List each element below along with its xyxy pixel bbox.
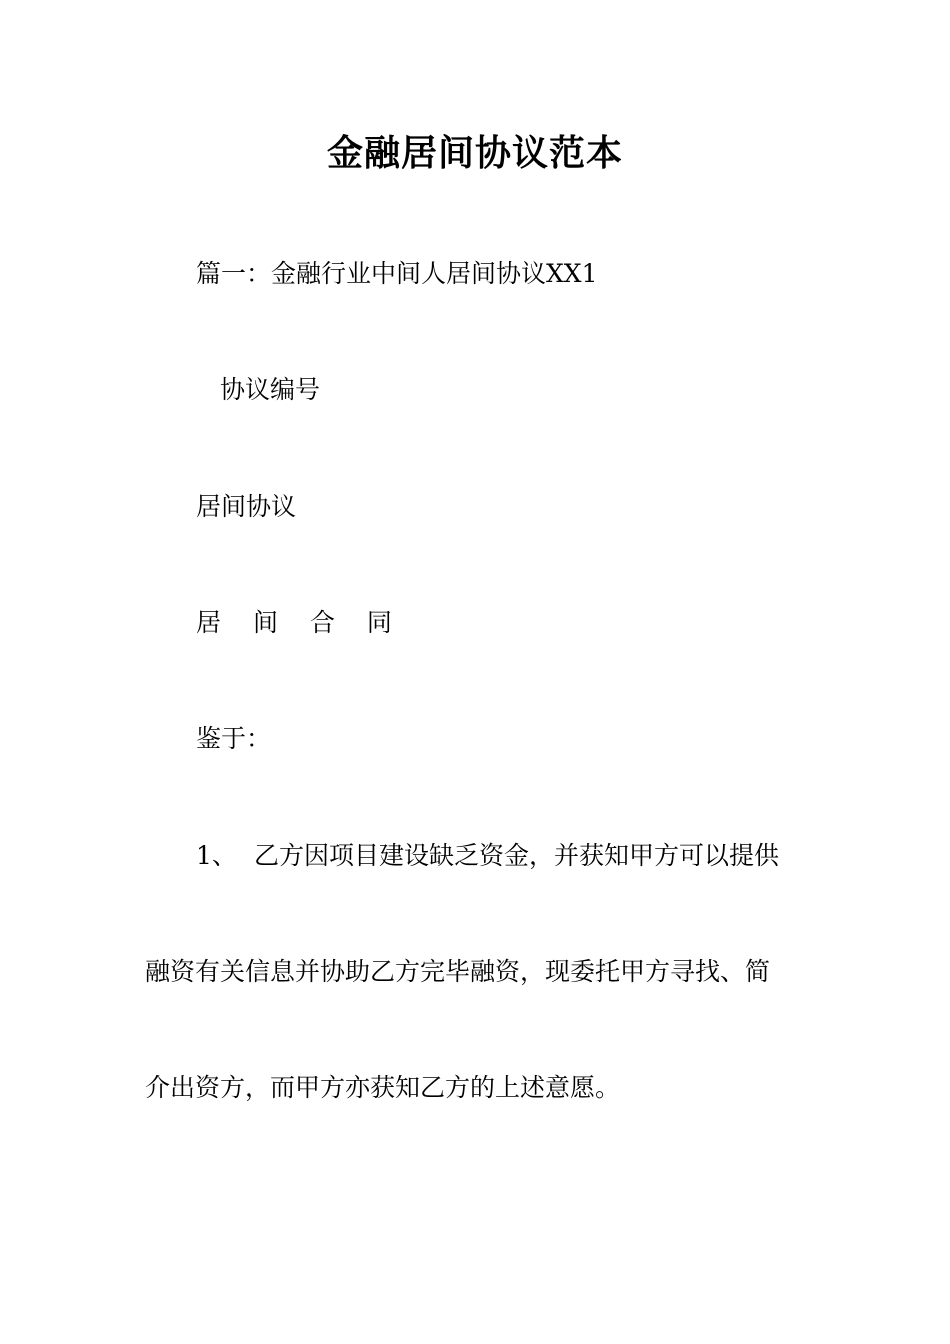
agreement-subtitle: 居间协议 bbox=[196, 492, 297, 521]
contract-heading: 居 间 合 同 bbox=[196, 608, 404, 637]
clause-1-number: 1、 bbox=[196, 841, 237, 870]
clause-1-text-line-3: 介出资方，而甲方亦获知乙方的上述意愿。 bbox=[145, 1073, 621, 1102]
agreement-number-label: 协议编号 bbox=[220, 375, 321, 404]
section-heading: 篇一：金融行业中间人居间协议XX1 bbox=[196, 259, 598, 288]
clause-1-first-line bbox=[196, 838, 779, 874]
clause-1-text-line-1: 乙方因项目建设缺乏资金，并获知甲方可以提供 bbox=[254, 841, 780, 870]
clause-1-text-line-2: 融资有关信息并协助乙方完毕融资，现委托甲方寻找、简 bbox=[145, 957, 771, 986]
document-title: 金融居间协议范本 bbox=[326, 132, 623, 174]
whereas-label: 鉴于： bbox=[196, 724, 272, 753]
